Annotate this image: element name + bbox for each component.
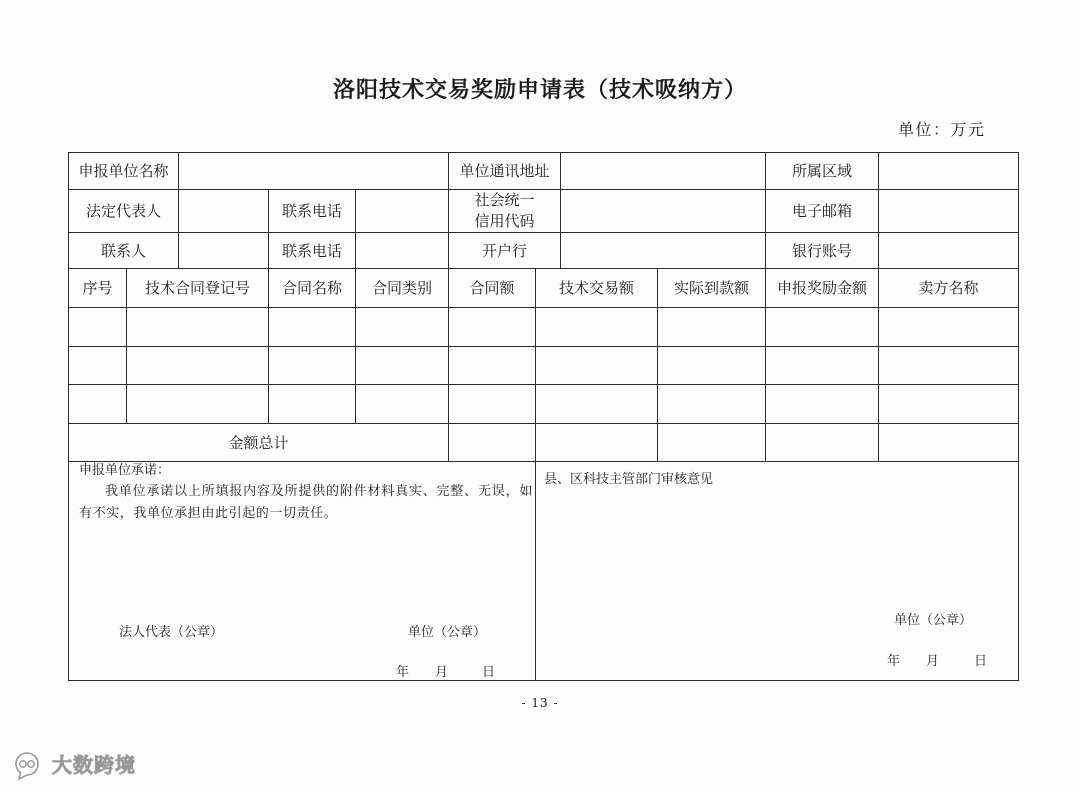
credit-code-label: 社会统一信用代码 (474, 191, 535, 230)
seller-name-cell (879, 347, 1019, 385)
total-contract-amount-cell (449, 424, 536, 462)
org-name-value-cell (179, 153, 449, 190)
legal-rep-label: 法定代表人 (69, 190, 179, 233)
contract-header-row (69, 269, 1019, 308)
watermark (8, 749, 136, 781)
review-unit-seal-label: 单位（公章） (894, 613, 973, 628)
header-contract-name: 合同名称 (269, 269, 356, 308)
reward-amount-cell (766, 347, 879, 385)
serial-no-cell (69, 347, 127, 385)
commitment-date-month: 月 (435, 665, 449, 680)
address-value-cell (561, 153, 766, 190)
received-amount-cell (658, 347, 766, 385)
legal-rep-value-cell (179, 190, 269, 233)
org-name-label: 申报单位名称 (69, 153, 179, 190)
reward-amount-cell (766, 385, 879, 424)
bank-label: 开户行 (449, 233, 561, 269)
contract-reg-no-cell (127, 385, 269, 424)
contact-label: 联系人 (69, 233, 179, 269)
contract-row (69, 347, 1019, 385)
legal-rep-seal-label: 法人代表（公章） (119, 625, 224, 640)
signature-row (69, 462, 1019, 681)
bank-value-cell (561, 233, 766, 269)
applicant-unit-seal-label: 单位（公章） (408, 625, 487, 640)
document-title: 洛阳技术交易奖励申请表（技术吸纳方） (332, 77, 747, 103)
total-received-amount-cell (658, 424, 766, 462)
total-tech-trade-amount-cell (536, 424, 658, 462)
region-label: 所属区域 (766, 153, 879, 190)
header-tech-trade-amount: 技术交易额 (536, 269, 658, 308)
total-seller-cell (879, 424, 1019, 462)
contract-name-cell (269, 308, 356, 347)
bank-account-label: 银行账号 (766, 233, 879, 269)
reward-amount-cell (766, 308, 879, 347)
tech-trade-amount-cell (536, 385, 658, 424)
header-received-amount: 实际到款额 (658, 269, 766, 308)
review-heading: 县、区科技主管部门审核意见 (544, 472, 714, 487)
commitment-text: 我单位承诺以上所填报内容及所提供的附件材料真实、完整、无误，如有不实，我单位承担由此引起的一切责任。 (79, 484, 533, 521)
header-serial-no: 序号 (69, 269, 127, 308)
contract-name-cell (269, 385, 356, 424)
contact-phone-label: 联系电话 (269, 233, 356, 269)
contact-phone-value-cell (356, 233, 449, 269)
contract-amount-cell (449, 385, 536, 424)
tech-trade-amount-cell (536, 308, 658, 347)
seller-name-cell (879, 385, 1019, 424)
commitment-heading: 申报单位承诺： (79, 463, 171, 478)
legal-rep-phone-label: 联系电话 (269, 190, 356, 233)
header-contract-reg-no: 技术合同登记号 (127, 269, 269, 308)
review-date-year: 年 (887, 654, 901, 669)
bank-account-value-cell (879, 233, 1019, 269)
review-date-month: 月 (926, 654, 940, 669)
page-number: - 13 - (521, 696, 559, 710)
header-seller-name: 卖方名称 (879, 269, 1019, 308)
serial-no-cell (69, 385, 127, 424)
contract-amount-cell (449, 308, 536, 347)
contract-name-cell (269, 347, 356, 385)
total-reward-amount-cell (766, 424, 879, 462)
contract-type-cell (356, 308, 449, 347)
header-contract-type: 合同类别 (356, 269, 449, 308)
address-label: 单位通讯地址 (449, 153, 561, 190)
received-amount-cell (658, 385, 766, 424)
contract-reg-no-cell (127, 347, 269, 385)
header-reward-amount: 申报奖励金额 (766, 269, 879, 308)
commitment-date-year: 年 (396, 665, 410, 680)
contract-type-cell (356, 347, 449, 385)
total-row (69, 424, 1019, 462)
contract-row (69, 385, 1019, 424)
review-content (536, 462, 1018, 678)
info-row-contact (69, 233, 1019, 269)
contact-value-cell (179, 233, 269, 269)
commitment-section (69, 462, 536, 681)
review-section (536, 462, 1019, 681)
serial-no-cell (69, 308, 127, 347)
legal-rep-phone-value-cell (356, 190, 449, 233)
unit-note: 单位：万元 (898, 120, 986, 139)
info-row-org (69, 153, 1019, 190)
review-date-day: 日 (974, 654, 988, 669)
contract-row (69, 308, 1019, 347)
credit-code-value-cell (561, 190, 766, 233)
contract-amount-cell (449, 347, 536, 385)
received-amount-cell (658, 308, 766, 347)
application-form-table (68, 152, 1019, 681)
header-contract-amount: 合同额 (449, 269, 536, 308)
credit-code-label-cell (449, 190, 561, 233)
region-value-cell (879, 153, 1019, 190)
watermark-text: 大数跨境 (52, 753, 136, 777)
contract-type-cell (356, 385, 449, 424)
dashu-logo-icon (8, 749, 48, 781)
email-value-cell (879, 190, 1019, 233)
seller-name-cell (879, 308, 1019, 347)
commitment-date-day: 日 (482, 665, 496, 680)
info-row-legal-rep (69, 190, 1019, 233)
commitment-content (69, 462, 535, 678)
tech-trade-amount-cell (536, 347, 658, 385)
total-label: 金额总计 (69, 424, 449, 462)
email-label: 电子邮箱 (766, 190, 879, 233)
contract-reg-no-cell (127, 308, 269, 347)
